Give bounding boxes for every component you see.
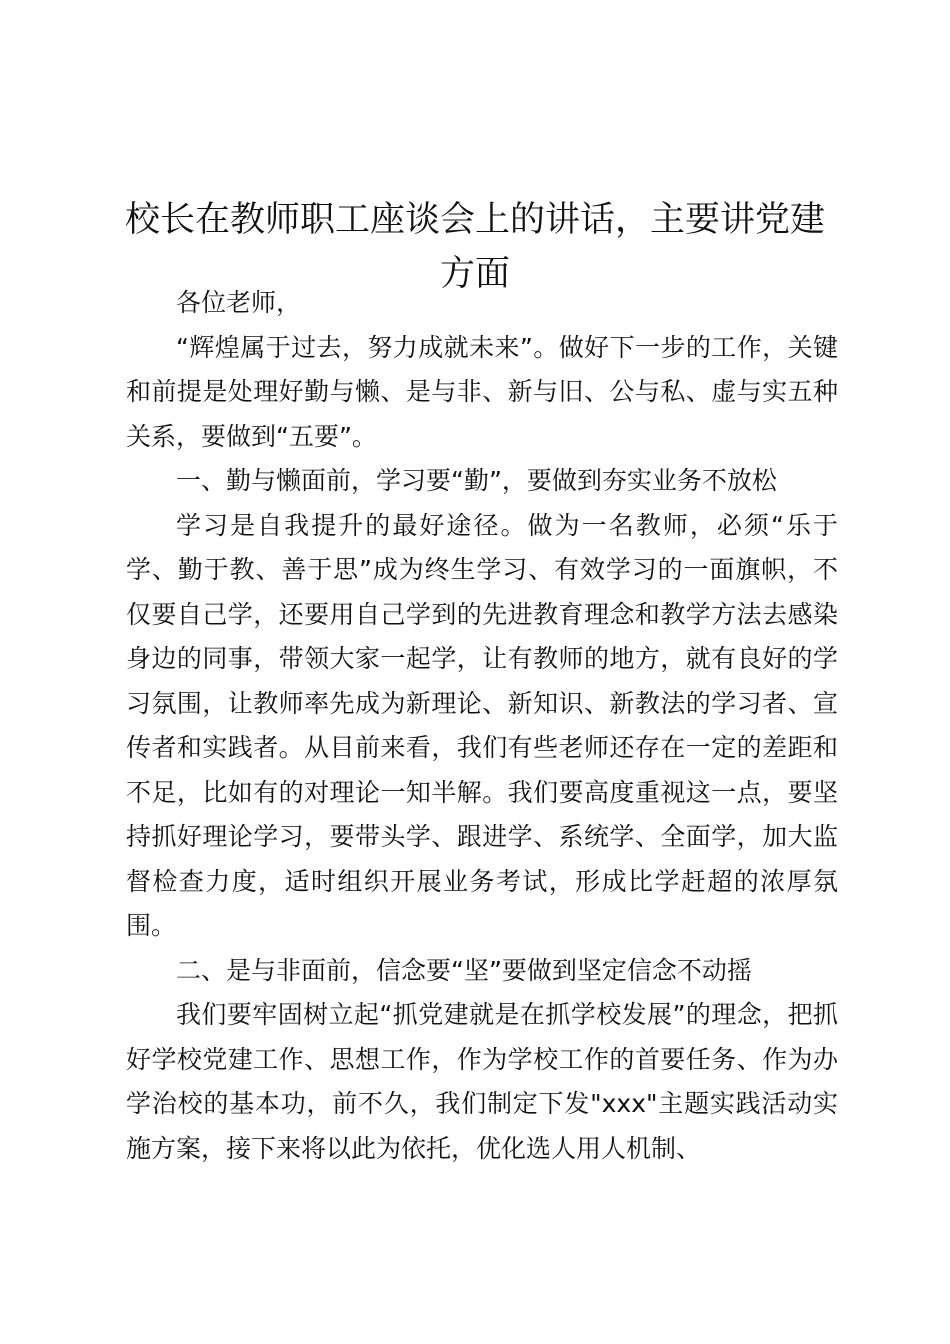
section-1-heading: 一、勤与懒面前，学习要“勤”，要做到夯实业务不放松 — [176, 466, 777, 495]
section-2-heading: 二、是与非面前，信念要“坚”要做到坚定信念不动摇 — [176, 955, 752, 985]
section-1-paragraph: 学习是自我提升的最好途径。做为一名教师，必须“乐于学、勤于教、善于思”成为终生学习、有效学习的一面旗帜，不仅要自己学，还要用自己学到的先进教育理念和教学方法去感染身边的同事，带领大家一起学，让有教师的地方，就有良好的学习氛围，让教师率先成为新理论、新知识、新教法的学习者、宣传者和实践者。从目前来看，我们有些老师还存在一定的差距和不足，比如有的对理论一知半解。我们要高度重视这一点，要坚持抓好理论学习，要带头学、跟进学、系统学、全面学，加大监督检查力度，适时组织开展业务考试，形成比学赶超的浓厚氛围。 — [126, 510, 838, 940]
document-body — [126, 281, 838, 1171]
greeting-paragraph: 各位老师， — [176, 288, 302, 317]
intro-paragraph: “辉煌属于过去，努力成就未来”。做好下一步的工作，关键和前提是处理好勤与懒、是与非、新与旧、公与私、虚与实五种关系，要做到“五要”。 — [126, 332, 838, 451]
document-title: 校长在教师职工座谈会上的讲话，主要讲党建方面 — [124, 200, 825, 295]
section-2-paragraph: 我们要牢固树立起“抓党建就是在抓学校发展”的理念，把抓好学校党建工作、思想工作，作为学校工作的首要任务、作为办学治校的基本功，前不久，我们制定下发"xxx"主题实践活动实施方案，接下来将以此为依托，优化选人用人机制、 — [126, 1000, 838, 1163]
